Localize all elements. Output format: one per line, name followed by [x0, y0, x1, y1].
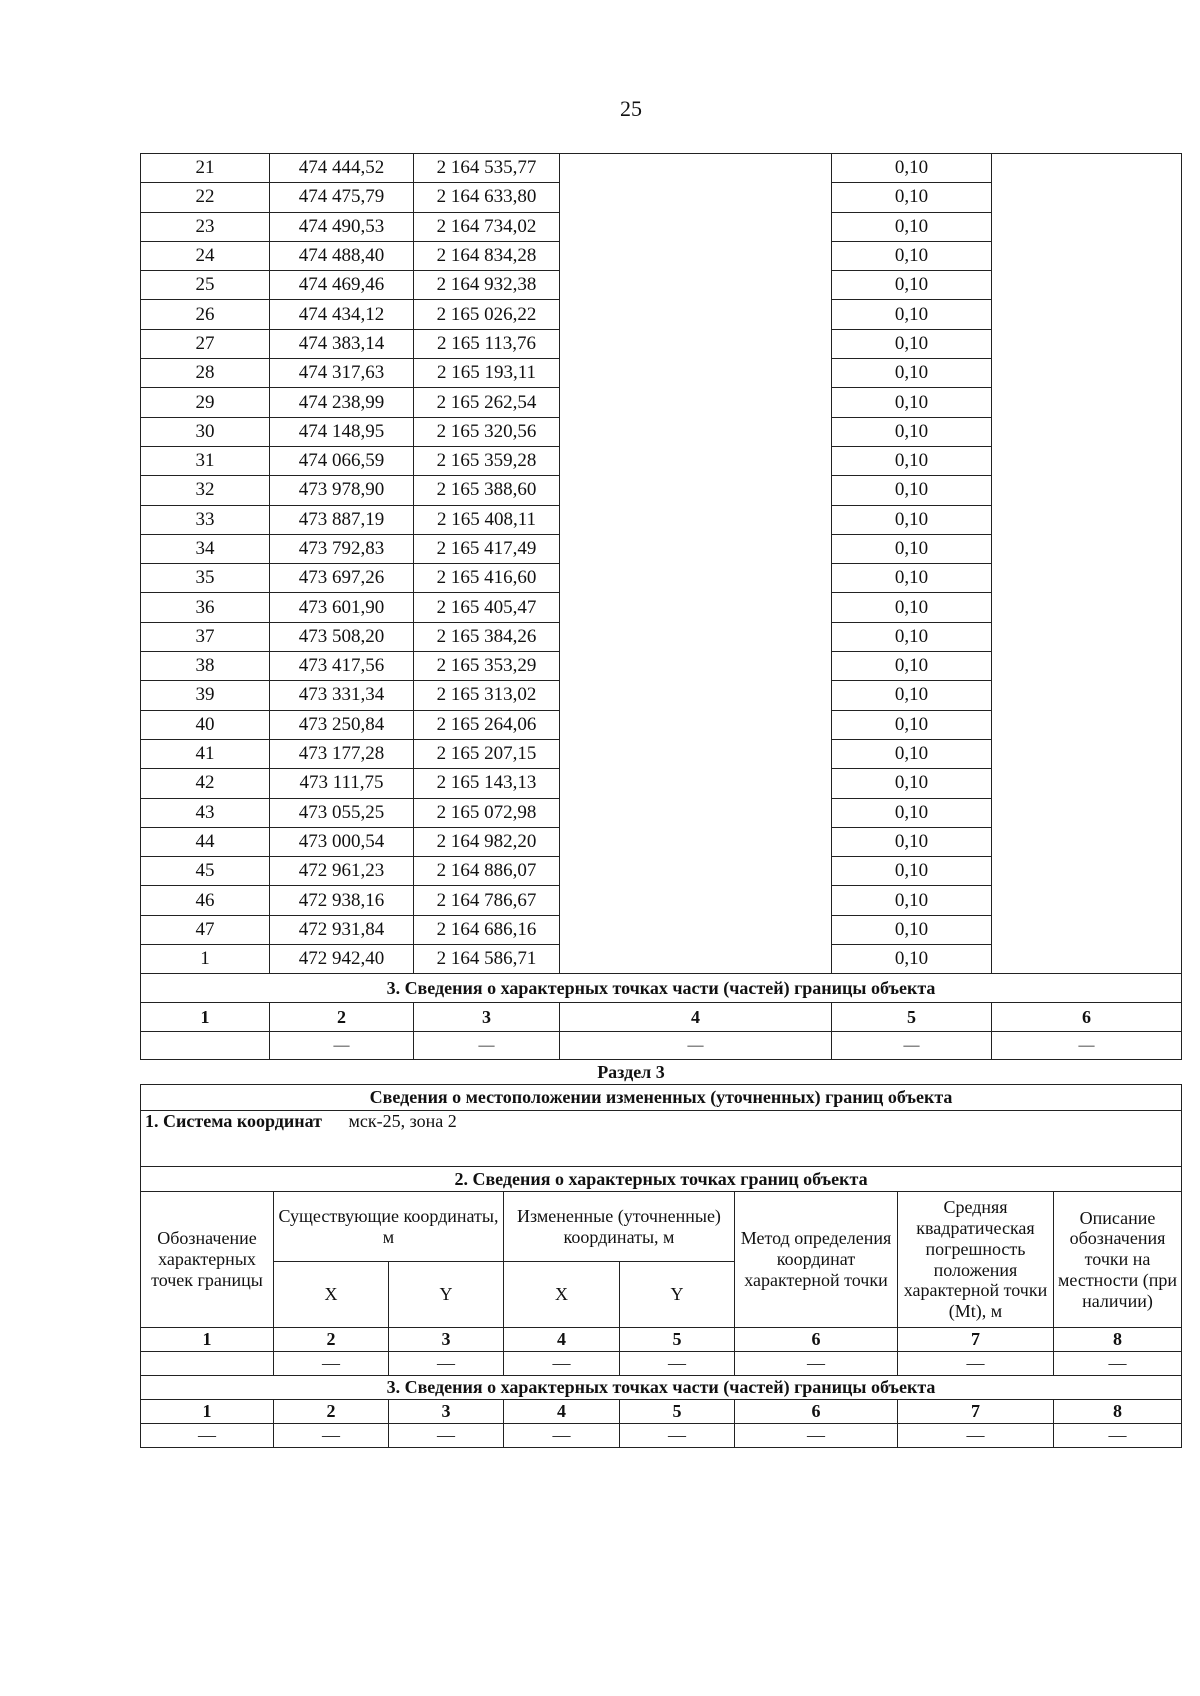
mt-cell: 0,10	[832, 388, 992, 417]
dash-cell: —	[389, 1352, 504, 1376]
point-number: 45	[141, 857, 270, 886]
header-designation: Обозначение характерных точек границы	[141, 1192, 274, 1328]
dash-cell: —	[832, 1032, 992, 1060]
header-y: Y	[389, 1262, 504, 1328]
dash-cell: —	[1054, 1424, 1182, 1448]
col-number: 1	[141, 1003, 270, 1032]
description-cell	[992, 769, 1182, 798]
method-cell	[560, 886, 832, 915]
dash-cell: —	[274, 1424, 389, 1448]
col-number: 8	[1054, 1400, 1182, 1424]
method-cell	[560, 945, 832, 974]
method-cell	[560, 681, 832, 710]
coord-x: 472 942,40	[270, 945, 414, 974]
mt-cell: 0,10	[832, 154, 992, 183]
table-row	[141, 183, 1182, 212]
coord-system-label: 1. Система координат	[145, 1111, 322, 1131]
coord-x: 473 978,90	[270, 476, 414, 505]
coord-x: 474 434,12	[270, 300, 414, 329]
coord-y: 2 165 313,02	[414, 681, 560, 710]
mt-cell: 0,10	[832, 769, 992, 798]
method-cell	[560, 769, 832, 798]
coordinates-table	[140, 153, 1182, 1060]
coord-x: 473 697,26	[270, 564, 414, 593]
col-number: 1	[141, 1400, 274, 1424]
col-number: 2	[270, 1003, 414, 1032]
dash-cell	[141, 1352, 274, 1376]
method-cell	[560, 300, 832, 329]
description-cell	[992, 593, 1182, 622]
point-number: 47	[141, 915, 270, 944]
description-cell	[992, 300, 1182, 329]
method-cell	[560, 359, 832, 388]
method-cell	[560, 212, 832, 241]
coord-system-row	[141, 1111, 1182, 1167]
mt-cell: 0,10	[832, 446, 992, 475]
col-number: 8	[1054, 1328, 1182, 1352]
description-cell	[992, 505, 1182, 534]
coord-x: 473 601,90	[270, 593, 414, 622]
point-number: 31	[141, 446, 270, 475]
dash-cell: —	[898, 1352, 1054, 1376]
table-row	[141, 652, 1182, 681]
point-number: 33	[141, 505, 270, 534]
table-row	[141, 915, 1182, 944]
coord-y: 2 165 416,60	[414, 564, 560, 593]
coord-x: 473 055,25	[270, 798, 414, 827]
coord-y: 2 164 982,20	[414, 827, 560, 856]
coord-x: 474 238,99	[270, 388, 414, 417]
table-row	[141, 505, 1182, 534]
point-number: 1	[141, 945, 270, 974]
dash-cell: —	[560, 1032, 832, 1060]
point-number: 42	[141, 769, 270, 798]
description-cell	[992, 827, 1182, 856]
description-cell	[992, 739, 1182, 768]
coord-y: 2 165 405,47	[414, 593, 560, 622]
coord-y: 2 164 586,71	[414, 945, 560, 974]
table-row	[141, 534, 1182, 563]
section3-title: Сведения о местоположении измененных (уточненных) границ объекта	[141, 1085, 1182, 1111]
col-number: 5	[620, 1328, 735, 1352]
dash-cell: —	[620, 1352, 735, 1376]
dash-cell: —	[735, 1352, 898, 1376]
point-number: 34	[141, 534, 270, 563]
dash-cell: —	[270, 1032, 414, 1060]
description-cell	[992, 476, 1182, 505]
coord-y: 2 165 359,28	[414, 446, 560, 475]
point-number: 21	[141, 154, 270, 183]
dash-cell: —	[414, 1032, 560, 1060]
coord-y: 2 165 193,11	[414, 359, 560, 388]
coord-y: 2 164 535,77	[414, 154, 560, 183]
table-row	[141, 329, 1182, 358]
table-row	[141, 769, 1182, 798]
coord-y: 2 165 353,29	[414, 652, 560, 681]
dash-cell: —	[141, 1424, 274, 1448]
point-number: 39	[141, 681, 270, 710]
table-row	[141, 886, 1182, 915]
table-row	[141, 212, 1182, 241]
description-cell	[992, 945, 1182, 974]
dash-cell: —	[992, 1032, 1182, 1060]
table-row	[141, 798, 1182, 827]
col-number: 5	[832, 1003, 992, 1032]
method-cell	[560, 652, 832, 681]
table-row	[141, 446, 1182, 475]
coord-x: 474 066,59	[270, 446, 414, 475]
mt-cell: 0,10	[832, 564, 992, 593]
description-cell	[992, 622, 1182, 651]
table-row	[141, 710, 1182, 739]
point-number: 37	[141, 622, 270, 651]
mt-cell: 0,10	[832, 241, 992, 270]
point-number: 26	[141, 300, 270, 329]
description-cell	[992, 359, 1182, 388]
col-number: 1	[141, 1328, 274, 1352]
header-y: Y	[620, 1262, 735, 1328]
coord-y: 2 165 320,56	[414, 417, 560, 446]
mt-cell: 0,10	[832, 827, 992, 856]
mt-cell: 0,10	[832, 300, 992, 329]
method-cell	[560, 476, 832, 505]
col-number: 6	[992, 1003, 1182, 1032]
description-cell	[992, 241, 1182, 270]
description-cell	[992, 183, 1182, 212]
point-number: 27	[141, 329, 270, 358]
coord-x: 473 000,54	[270, 827, 414, 856]
method-cell	[560, 798, 832, 827]
mt-cell: 0,10	[832, 857, 992, 886]
coord-y: 2 164 633,80	[414, 183, 560, 212]
point-number: 35	[141, 564, 270, 593]
mt-cell: 0,10	[832, 476, 992, 505]
coord-x: 474 317,63	[270, 359, 414, 388]
table-row	[141, 739, 1182, 768]
coord-y: 2 164 686,16	[414, 915, 560, 944]
coord-y: 2 165 417,49	[414, 534, 560, 563]
dash-cell: —	[504, 1424, 620, 1448]
mt-cell: 0,10	[832, 534, 992, 563]
table-row	[141, 476, 1182, 505]
coord-y: 2 165 388,60	[414, 476, 560, 505]
point-number: 28	[141, 359, 270, 388]
method-cell	[560, 329, 832, 358]
coord-x: 473 508,20	[270, 622, 414, 651]
col-number: 3	[414, 1003, 560, 1032]
header-description: Описание обозначения точки на местности (при наличии)	[1054, 1192, 1182, 1328]
coord-x: 474 383,14	[270, 329, 414, 358]
point-number: 29	[141, 388, 270, 417]
method-cell	[560, 183, 832, 212]
description-cell	[992, 212, 1182, 241]
description-cell	[992, 154, 1182, 183]
coord-x: 473 331,34	[270, 681, 414, 710]
coord-y: 2 164 734,02	[414, 212, 560, 241]
coord-y: 2 165 264,06	[414, 710, 560, 739]
coord-x: 474 148,95	[270, 417, 414, 446]
coord-x: 473 792,83	[270, 534, 414, 563]
coord-y: 2 165 026,22	[414, 300, 560, 329]
point-number: 40	[141, 710, 270, 739]
method-cell	[560, 388, 832, 417]
description-cell	[992, 417, 1182, 446]
point-number: 30	[141, 417, 270, 446]
col-number: 3	[389, 1328, 504, 1352]
dash-cell	[141, 1032, 270, 1060]
dash-cell: —	[735, 1424, 898, 1448]
dash-cell: —	[504, 1352, 620, 1376]
table-row	[141, 827, 1182, 856]
description-cell	[992, 446, 1182, 475]
method-cell	[560, 593, 832, 622]
mt-cell: 0,10	[832, 886, 992, 915]
description-cell	[992, 271, 1182, 300]
points-title: 2. Сведения о характерных точках границ объекта	[141, 1167, 1182, 1192]
mt-cell: 0,10	[832, 271, 992, 300]
header-mt: Средняя квадратическая погрешность положения характерной точки (Mt), м	[898, 1192, 1054, 1328]
mt-cell: 0,10	[832, 798, 992, 827]
method-cell	[560, 534, 832, 563]
method-cell	[560, 505, 832, 534]
table-row	[141, 593, 1182, 622]
dash-cell: —	[274, 1352, 389, 1376]
description-cell	[992, 857, 1182, 886]
col-number: 6	[735, 1328, 898, 1352]
description-cell	[992, 915, 1182, 944]
coord-x: 473 177,28	[270, 739, 414, 768]
description-cell	[992, 564, 1182, 593]
dash-cell: —	[620, 1424, 735, 1448]
coord-x: 472 938,16	[270, 886, 414, 915]
col-number: 4	[504, 1328, 620, 1352]
description-cell	[992, 798, 1182, 827]
coord-y: 2 164 786,67	[414, 886, 560, 915]
description-cell	[992, 681, 1182, 710]
coord-y: 2 165 143,13	[414, 769, 560, 798]
parts-title: 3. Сведения о характерных точках части (частей) границы объекта	[141, 1376, 1182, 1400]
method-cell	[560, 564, 832, 593]
coord-y: 2 164 834,28	[414, 241, 560, 270]
coord-x: 473 250,84	[270, 710, 414, 739]
mt-cell: 0,10	[832, 417, 992, 446]
mt-cell: 0,10	[832, 739, 992, 768]
table-row	[141, 681, 1182, 710]
point-number: 25	[141, 271, 270, 300]
coord-y: 2 165 072,98	[414, 798, 560, 827]
mt-cell: 0,10	[832, 183, 992, 212]
coord-x: 473 111,75	[270, 769, 414, 798]
mt-cell: 0,10	[832, 359, 992, 388]
point-number: 41	[141, 739, 270, 768]
coord-y: 2 165 262,54	[414, 388, 560, 417]
col-number: 2	[274, 1328, 389, 1352]
col-number: 5	[620, 1400, 735, 1424]
point-number: 46	[141, 886, 270, 915]
col-number: 7	[898, 1328, 1054, 1352]
method-cell	[560, 271, 832, 300]
coord-x: 474 469,46	[270, 271, 414, 300]
coord-x: 474 444,52	[270, 154, 414, 183]
table-row	[141, 300, 1182, 329]
point-number: 36	[141, 593, 270, 622]
method-cell	[560, 827, 832, 856]
point-number: 23	[141, 212, 270, 241]
mt-cell: 0,10	[832, 945, 992, 974]
mt-cell: 0,10	[832, 593, 992, 622]
method-cell	[560, 622, 832, 651]
description-cell	[992, 710, 1182, 739]
section3-table	[140, 1084, 1182, 1448]
coord-x: 474 488,40	[270, 241, 414, 270]
col-number: 3	[389, 1400, 504, 1424]
col-number: 4	[560, 1003, 832, 1032]
method-cell	[560, 710, 832, 739]
description-cell	[992, 388, 1182, 417]
point-number: 24	[141, 241, 270, 270]
coord-y: 2 165 408,11	[414, 505, 560, 534]
dash-cell: —	[898, 1424, 1054, 1448]
dash-cell: —	[389, 1424, 504, 1448]
method-cell	[560, 739, 832, 768]
table-row	[141, 857, 1182, 886]
mt-cell: 0,10	[832, 915, 992, 944]
header-x: X	[274, 1262, 389, 1328]
coord-x: 474 475,79	[270, 183, 414, 212]
col-number: 2	[274, 1400, 389, 1424]
point-number: 44	[141, 827, 270, 856]
section-heading: Раздел 3	[597, 1062, 665, 1082]
table-row	[141, 417, 1182, 446]
method-cell	[560, 857, 832, 886]
col-number: 4	[504, 1400, 620, 1424]
table-row	[141, 359, 1182, 388]
mt-cell: 0,10	[832, 681, 992, 710]
mt-cell: 0,10	[832, 710, 992, 739]
method-cell	[560, 446, 832, 475]
point-number: 43	[141, 798, 270, 827]
description-cell	[992, 329, 1182, 358]
header-existing: Существующие координаты, м	[274, 1192, 504, 1262]
point-number: 32	[141, 476, 270, 505]
coord-x: 472 961,23	[270, 857, 414, 886]
point-number: 38	[141, 652, 270, 681]
parts-title: 3. Сведения о характерных точках части (частей) границы объекта	[141, 974, 1182, 1003]
header-method: Метод определения координат характерной точки	[735, 1192, 898, 1328]
mt-cell: 0,10	[832, 212, 992, 241]
mt-cell: 0,10	[832, 505, 992, 534]
table-row	[141, 564, 1182, 593]
description-cell	[992, 652, 1182, 681]
table-row	[141, 241, 1182, 270]
table-row	[141, 271, 1182, 300]
col-number: 7	[898, 1400, 1054, 1424]
coord-x: 474 490,53	[270, 212, 414, 241]
table-row	[141, 945, 1182, 974]
method-cell	[560, 915, 832, 944]
table-row	[141, 154, 1182, 183]
dash-cell: —	[1054, 1352, 1182, 1376]
coord-y: 2 165 113,76	[414, 329, 560, 358]
coord-y: 2 164 932,38	[414, 271, 560, 300]
point-number: 22	[141, 183, 270, 212]
table-row	[141, 388, 1182, 417]
method-cell	[560, 154, 832, 183]
mt-cell: 0,10	[832, 622, 992, 651]
mt-cell: 0,10	[832, 329, 992, 358]
col-number: 6	[735, 1400, 898, 1424]
description-cell	[992, 534, 1182, 563]
coord-system-value: мск-25, зона 2	[348, 1111, 457, 1131]
coord-x: 472 931,84	[270, 915, 414, 944]
method-cell	[560, 417, 832, 446]
table-row	[141, 622, 1182, 651]
header-changed: Измененные (уточненные) координаты, м	[504, 1192, 735, 1262]
coord-y: 2 164 886,07	[414, 857, 560, 886]
header-x: X	[504, 1262, 620, 1328]
mt-cell: 0,10	[832, 652, 992, 681]
coord-y: 2 165 207,15	[414, 739, 560, 768]
coord-y: 2 165 384,26	[414, 622, 560, 651]
page-number: 25	[620, 96, 642, 121]
method-cell	[560, 241, 832, 270]
coord-x: 473 887,19	[270, 505, 414, 534]
coord-x: 473 417,56	[270, 652, 414, 681]
description-cell	[992, 886, 1182, 915]
